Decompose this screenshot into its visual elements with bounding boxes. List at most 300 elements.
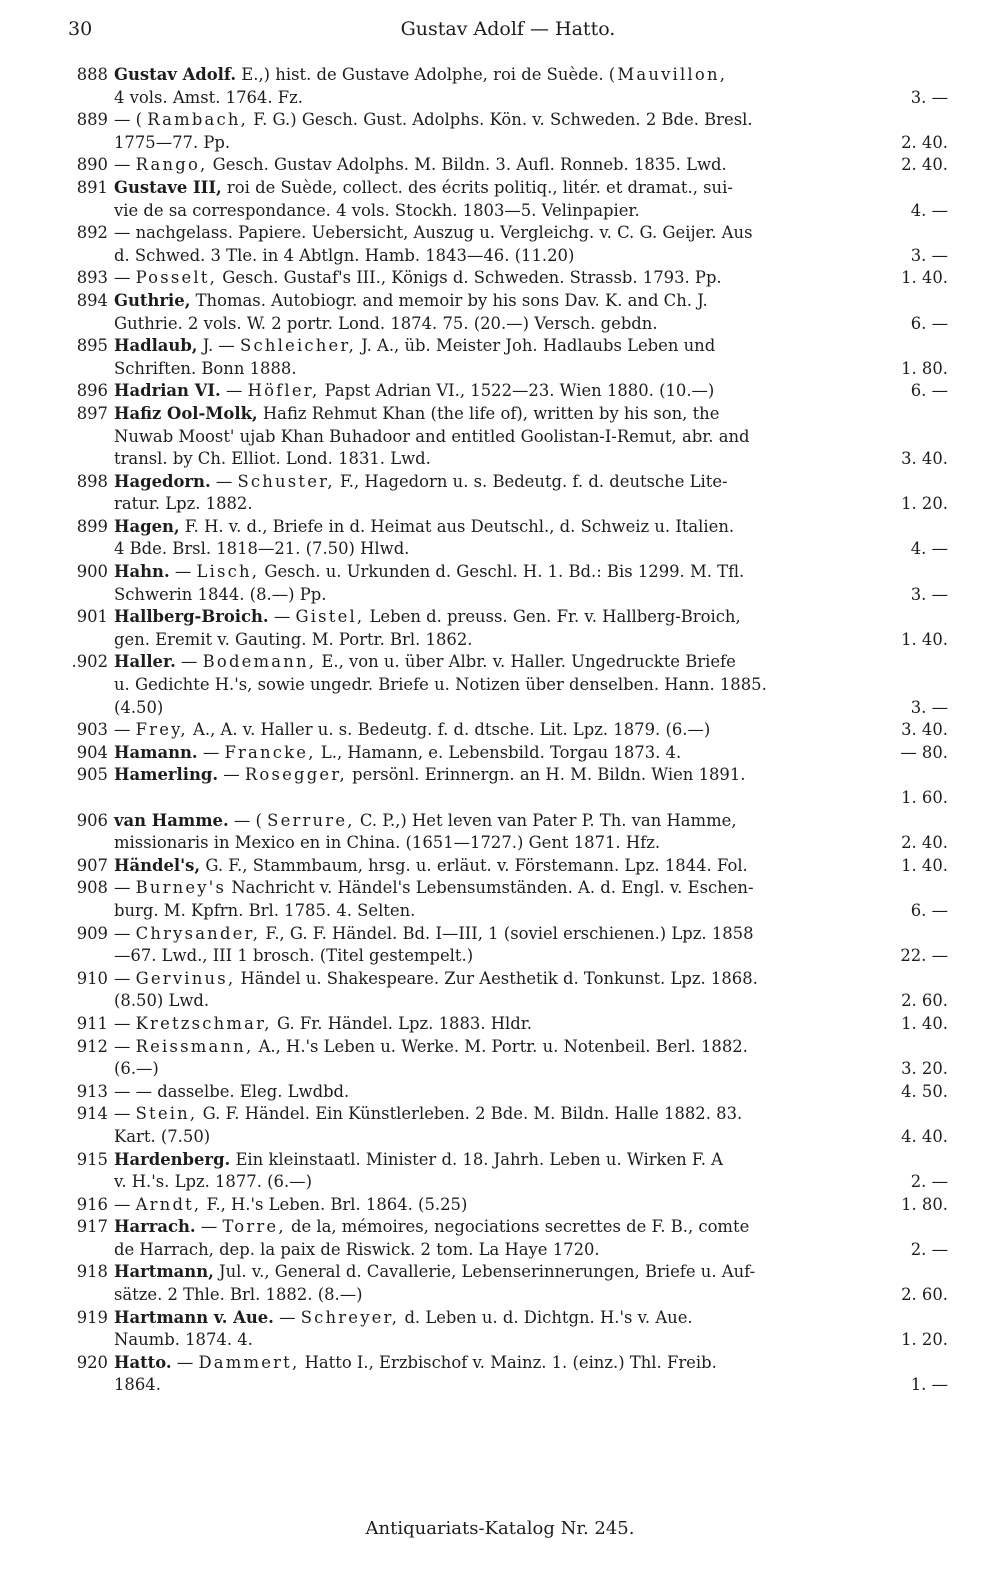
entry-text (114, 358, 297, 381)
entry-description: — (181, 652, 198, 672)
catalog-entry (58, 764, 948, 809)
entry-description: —67. Lwd., III 1 brosch. (Titel gestempelt.) (114, 946, 474, 966)
catalog-entry (58, 877, 948, 922)
entry-author: Schreyer, (300, 1307, 400, 1327)
entry-author: Rosegger, (244, 765, 347, 785)
entry-description-cont: A., H.'s Leben u. Werke. M. Portr. u. Notenbeil. Berl. 1882. (258, 1036, 748, 1056)
entry-price: 2. 40. (901, 132, 948, 152)
entry-author: Stein, (135, 1104, 198, 1124)
catalog-entry (58, 923, 948, 968)
entry-description: missionaris in Mexico en in China. (1651—1727.) Gent 1871. Hfz. (114, 833, 661, 853)
entry-text (114, 493, 253, 516)
catalog-entry (58, 380, 948, 403)
entry-price: 22. — (900, 946, 948, 966)
entry-text (114, 697, 163, 720)
entry-line (114, 64, 948, 87)
entry-line (114, 1103, 948, 1126)
entry-author: Rambach, (147, 110, 249, 130)
entry-line (114, 1058, 948, 1081)
page-footer: Antiquariats-Katalog Nr. 245. (365, 1518, 635, 1539)
entry-keyword: Hafiz Ool-Molk, (114, 403, 258, 423)
entry-price: 4. — (910, 200, 948, 220)
entry-line (114, 87, 948, 110)
entry-description: Nuwab Moost' ujab Khan Buhadoor and entitled Goolistan-I-Remut, abr. and (114, 426, 750, 446)
entry-price: 3. — (910, 245, 948, 265)
entry-text (114, 1149, 723, 1172)
entry-author: Schleicher, (240, 336, 357, 356)
entry-line (114, 1374, 948, 1397)
entry-keyword: Hartmann, (114, 1262, 214, 1282)
entry-keyword: Hallberg-Broich. (114, 607, 269, 627)
entry-line (114, 1126, 948, 1149)
running-head: Gustav Adolf — Hatto. (400, 18, 616, 40)
entry-line (114, 267, 948, 290)
entry-description: — nachgelass. Papiere. Uebersicht, Auszug u. Vergleichg. v. C. G. Geijer. Aus (114, 223, 753, 243)
entry-number: 913 (76, 1081, 108, 1101)
entry-price: 1. — (910, 1375, 948, 1395)
catalog-entry (58, 222, 948, 267)
entry-text (114, 810, 737, 833)
entry-author: Francke, (224, 742, 316, 762)
entry-number: 917 (76, 1217, 108, 1237)
entry-description: — (174, 562, 192, 582)
catalog-entry (58, 471, 948, 516)
entry-description: — (114, 268, 131, 288)
entry-text (114, 87, 303, 110)
entry-description-cont: F. G.) Gesch. Gust. Adolphs. Kön. v. Schweden. 2 Bde. Bresl. (253, 110, 753, 130)
entry-line (114, 516, 948, 539)
entry-author: Chrysander, (135, 923, 261, 943)
entry-description: — (114, 968, 131, 988)
entry-text (114, 968, 758, 991)
entry-description-cont: J. A., üb. Meister Joh. Hadlaubs Leben und (361, 336, 716, 356)
entry-line (114, 787, 948, 810)
catalog-entry (58, 968, 948, 1013)
entry-author: Rango, (135, 155, 208, 175)
entry-author: Reissmann, (135, 1036, 254, 1056)
entry-line (114, 200, 948, 223)
entry-text (114, 380, 714, 403)
catalog-entry (58, 516, 948, 561)
catalog-entry (58, 403, 948, 471)
entry-text (114, 1081, 349, 1104)
entry-description: — ( (233, 810, 262, 830)
entry-description: — (200, 1217, 218, 1237)
entry-text (114, 313, 658, 336)
catalog-entry (58, 1307, 948, 1352)
entry-description: 1864. (114, 1375, 161, 1395)
entry-line (114, 584, 948, 607)
entry-description-cont: Gesch. Gustaf's III., Königs d. Schweden. Strassb. 1793. Pp. (222, 268, 722, 288)
entry-text (114, 764, 746, 787)
entry-text (114, 426, 750, 449)
catalog-entry (58, 290, 948, 335)
entry-price: 6. — (910, 381, 948, 401)
entry-number: 914 (76, 1104, 108, 1124)
entry-price: 1. 60. (901, 788, 948, 807)
catalog-entry (58, 810, 948, 855)
entry-keyword: Gustav Adolf. (114, 65, 237, 84)
entry-description-cont: G. F. Händel. Ein Künstlerleben. 2 Bde. M. Bildn. Halle 1882. 83. (202, 1104, 743, 1124)
entry-line (114, 561, 948, 584)
entry-description: — (176, 1352, 194, 1372)
entry-description: 4 Bde. Brsl. 1818—21. (7.50) Hlwd. (114, 539, 410, 559)
entry-author: Bodemann, (202, 652, 317, 672)
entry-author: Gervinus, (135, 968, 236, 988)
catalog-entry (58, 719, 948, 742)
entry-line (114, 1036, 948, 1059)
entry-line (114, 358, 948, 381)
entry-price: 3. — (910, 697, 948, 717)
entry-text (114, 606, 741, 629)
entry-price: 4. 50. (901, 1081, 948, 1101)
entry-author: Frey, (135, 720, 188, 740)
entry-price: 1. 20. (901, 1330, 948, 1350)
entry-keyword: Händel's, (114, 855, 201, 875)
entry-text (114, 471, 728, 494)
entry-author: Schuster, (237, 471, 335, 491)
entry-text (114, 719, 710, 742)
entry-description-cont: Papst Adrian VI., 1522—23. Wien 1880. (10.—) (324, 381, 715, 401)
catalog-entry (58, 606, 948, 651)
entry-description: — (202, 742, 220, 762)
catalog-entry (58, 561, 948, 606)
entry-description: — ( (114, 110, 142, 130)
entry-description: (8.50) Lwd. (114, 991, 210, 1011)
entry-text (114, 1194, 467, 1217)
entry-text (114, 154, 727, 177)
entry-keyword: Haller. (114, 652, 176, 672)
entry-price: 3. 40. (901, 720, 948, 740)
entry-description: Thomas. Autobiogr. and memoir by his sons Dav. K. and Ch. J. (195, 290, 708, 310)
entry-description: — (114, 878, 131, 898)
entry-description: Jul. v., General d. Cavallerie, Lebenserinnerungen, Briefe u. Auf- (219, 1262, 756, 1282)
entry-line (114, 1194, 948, 1217)
entry-number: 915 (76, 1149, 108, 1169)
catalog-entry (58, 1352, 948, 1397)
entry-text (114, 448, 431, 471)
entry-description-cont: A., A. v. Haller u. s. Bedeutg. f. d. dtsche. Lit. Lpz. 1879. (6.—) (193, 720, 711, 740)
entry-description: — (215, 471, 233, 491)
entry-line (114, 832, 948, 855)
catalog-entry (58, 177, 948, 222)
entry-line (114, 945, 948, 968)
entry-keyword: Hamerling. (114, 765, 219, 785)
entry-number: .902 (71, 652, 108, 672)
entry-keyword: Hardenberg. (114, 1149, 231, 1169)
entry-number: 900 (76, 562, 108, 582)
catalog-entry (58, 267, 948, 290)
entry-text (114, 538, 409, 561)
entry-keyword: Hadlaub, (114, 336, 198, 356)
entry-description: transl. by Ch. Elliot. Lond. 1831. Lwd. (114, 449, 431, 469)
entry-number: 910 (76, 968, 108, 988)
entry-price: 4. — (910, 539, 948, 559)
entry-text (114, 584, 326, 607)
entry-text (114, 1284, 363, 1307)
catalog-entry (58, 1194, 948, 1217)
entry-price: — 80. (900, 742, 948, 762)
catalog-entry (58, 335, 948, 380)
entry-description: Naumb. 1874. 4. (114, 1330, 253, 1350)
entry-text (114, 1329, 253, 1352)
entry-number: 903 (76, 720, 108, 740)
entry-number: 905 (76, 765, 108, 785)
entry-number: 898 (76, 471, 108, 491)
entry-description-cont: G. Fr. Händel. Lpz. 1883. Hldr. (276, 1013, 533, 1033)
entry-line (114, 1171, 948, 1194)
entry-price: 1. 80. (901, 1194, 948, 1214)
entry-line (114, 697, 948, 720)
entry-keyword: Guthrie, (114, 290, 191, 310)
entry-text (114, 267, 722, 290)
entry-number: 899 (76, 516, 108, 536)
entry-line (114, 245, 948, 268)
entry-description-cont: Nachricht v. Händel's Lebensumständen. A. d. Engl. v. Eschen- (231, 878, 754, 898)
entry-number: 890 (76, 155, 108, 175)
entry-number: 892 (76, 223, 108, 243)
entry-price: 1. 40. (901, 855, 948, 875)
entry-text (114, 1216, 749, 1239)
entry-author: Posselt, (135, 268, 218, 288)
entry-text (114, 1126, 210, 1149)
entry-description: — (114, 923, 131, 943)
entry-description: 4 vols. Amst. 1764. Fz. (114, 87, 303, 107)
entry-description-cont: L., Hamann, e. Lebensbild. Torgau 1873. 4. (320, 742, 682, 762)
entry-keyword: Hagedorn. (114, 471, 211, 491)
entry-description: (4.50) (114, 697, 164, 717)
entry-number: 907 (76, 855, 108, 875)
entry-text (114, 923, 754, 946)
entry-price: 1. 40. (901, 268, 948, 288)
entry-description: — (223, 765, 240, 785)
entry-description: — (114, 1194, 131, 1214)
entry-line (114, 1081, 948, 1104)
entry-line (114, 877, 948, 900)
entry-text (114, 132, 230, 155)
entry-description-cont: F., H.'s Leben. Brl. 1864. (5.25) (206, 1194, 468, 1214)
entry-description: — (279, 1307, 296, 1327)
entry-line (114, 177, 948, 200)
entry-text (114, 290, 708, 313)
entry-line (114, 810, 948, 833)
entry-price: 3. — (910, 87, 948, 107)
entry-line (114, 990, 948, 1013)
entry-line (114, 1013, 948, 1036)
entry-number: 888 (76, 65, 108, 84)
entry-author: Burney's (135, 878, 227, 898)
entry-text (114, 177, 733, 200)
catalog-entry (58, 1216, 948, 1261)
entry-description: vie de sa correspondance. 4 vols. Stockh. 1803—5. Velinpapier. (114, 200, 640, 220)
catalog-entry (58, 742, 948, 765)
catalog-entry-list (58, 64, 948, 1397)
entry-description-cont: Leben d. preuss. Gen. Fr. v. Hallberg-Broich, (369, 607, 741, 627)
entry-line (114, 471, 948, 494)
entry-description: — (114, 1013, 131, 1033)
entry-number: 904 (76, 742, 108, 762)
entry-line (114, 222, 948, 245)
entry-text (114, 900, 415, 923)
entry-description-cont: persönl. Erinnergn. an H. M. Bildn. Wien 1891. (352, 765, 746, 785)
entry-author: Dammert, (198, 1352, 300, 1372)
entry-line (114, 426, 948, 449)
entry-description: u. Gedichte H.'s, sowie ungedr. Briefe u. Notizen über denselben. Hann. 1885. (114, 675, 767, 695)
entry-description: — (114, 720, 131, 740)
entry-line (114, 1329, 948, 1352)
entry-number: 906 (76, 810, 108, 830)
entry-keyword: Gustave III, (114, 177, 222, 197)
entry-description: sätze. 2 Thle. Brl. 1882. (8.—) (114, 1285, 363, 1305)
entry-number: 889 (76, 110, 108, 130)
entry-author: Arndt, (135, 1194, 202, 1214)
entry-line (114, 719, 948, 742)
catalog-entry (58, 1081, 948, 1104)
catalog-entry (58, 651, 948, 719)
entry-number: 911 (76, 1013, 108, 1033)
entry-line (114, 1239, 948, 1262)
entry-price: 4. 40. (901, 1126, 948, 1146)
page-header (68, 18, 948, 48)
entry-line (114, 923, 948, 946)
entry-keyword: van Hamme. (114, 810, 229, 830)
entry-line (114, 629, 948, 652)
entry-text (114, 674, 767, 697)
entry-description-cont: F., G. F. Händel. Bd. I—III, 1 (soviel erschienen.) Lpz. 1858 (265, 923, 754, 943)
entry-number: 894 (76, 290, 108, 310)
entry-line (114, 900, 948, 923)
entry-description-cont: d. Leben u. d. Dichtgn. H.'s v. Aue. (404, 1307, 693, 1327)
entry-price: 3. 40. (901, 449, 948, 469)
entry-description: — (114, 1104, 131, 1124)
entry-text (114, 516, 734, 539)
entry-description: Guthrie. 2 vols. W. 2 portr. Lond. 1874. 75. (20.—) Versch. gebdn. (114, 313, 658, 333)
entry-description: E.,) hist. de Gustave Adolphe, roi de Suède. (241, 65, 604, 84)
entry-line (114, 403, 948, 426)
entry-text (114, 832, 660, 855)
entry-price: 2. 60. (901, 991, 948, 1011)
entry-text (114, 1036, 748, 1059)
entry-description: G. F., Stammbaum, hrsg. u. erläut. v. Förstemann. Lpz. 1844. Fol. (205, 855, 748, 875)
entry-description: — (114, 1036, 131, 1056)
entry-keyword: Hagen, (114, 516, 180, 536)
entry-description: de Harrach, dep. la paix de Riswick. 2 tom. La Haye 1720. (114, 1239, 600, 1259)
entry-text (114, 335, 715, 358)
entry-description-cont: de la, mémoires, negociations secrettes de F. B., comte (290, 1217, 750, 1237)
entry-number: 920 (76, 1352, 108, 1372)
entry-description-cont: F., Hagedorn u. s. Bedeutg. f. d. deutsche Lite- (339, 471, 728, 491)
entry-description: v. H.'s. Lpz. 1877. (6.—) (114, 1172, 312, 1192)
entry-description: gen. Eremit v. Gauting. M. Portr. Brl. 1862. (114, 629, 473, 649)
entry-line (114, 1216, 948, 1239)
entry-text (114, 629, 472, 652)
entry-text (114, 403, 719, 426)
entry-description: roi de Suède, collect. des écrits politiq., litér. et dramat., sui- (226, 177, 733, 197)
entry-description-cont: E., von u. über Albr. v. Haller. Ungedruckte Briefe (321, 652, 736, 672)
entry-text (114, 1352, 717, 1375)
entry-keyword: Hartmann v. Aue. (114, 1307, 274, 1327)
entry-line (114, 380, 948, 403)
entry-number: 901 (76, 607, 108, 627)
catalog-entry (58, 1013, 948, 1036)
entry-text (114, 1013, 532, 1036)
entry-line (114, 132, 948, 155)
page-number: 30 (68, 18, 93, 40)
entry-author: Gistel, (295, 607, 365, 627)
entry-line (114, 855, 948, 878)
entry-price: 1. 40. (901, 1013, 948, 1033)
entry-description: d. Schwed. 3 Tle. in 4 Abtlgn. Hamb. 1843—46. (11.20) (114, 245, 575, 265)
catalog-entry (58, 64, 948, 109)
entry-author: Serrure, (267, 810, 355, 830)
entry-line (114, 109, 948, 132)
entry-number: 918 (76, 1262, 108, 1282)
entry-description-cont: Gesch. u. Urkunden d. Geschl. H. 1. Bd.: Bis 1299. M. Tfl. (264, 562, 745, 582)
entry-description-cont: Hatto I., Erzbischof v. Mainz. 1. (einz.) Thl. Freib. (304, 1352, 717, 1372)
entry-price: 1. 80. (901, 358, 948, 378)
entry-number: 916 (76, 1194, 108, 1214)
entry-description: Schriften. Bonn 1888. (114, 358, 297, 378)
entry-price: 2. — (910, 1172, 948, 1192)
entry-text (114, 1307, 693, 1330)
entry-keyword: Hamann. (114, 742, 198, 762)
catalog-entry (58, 1149, 948, 1194)
catalog-entry (58, 1103, 948, 1148)
entry-text (114, 64, 727, 87)
entry-keyword: Hatto. (114, 1352, 172, 1372)
entry-description-cont: C. P.,) Het leven van Pater P. Th. van Hamme, (359, 810, 737, 830)
entry-author: Höfler, (247, 381, 320, 401)
entry-text (114, 877, 754, 900)
catalog-entry (58, 1261, 948, 1306)
entry-line (114, 1352, 948, 1375)
entry-text (114, 245, 574, 268)
entry-description-cont: Gesch. Gustav Adolphs. M. Bildn. 3. Aufl. Ronneb. 1835. Lwd. (212, 155, 727, 175)
entry-line (114, 1307, 948, 1330)
entry-description: Schwerin 1844. (8.—) Pp. (114, 584, 327, 604)
entry-price: 2. 40. (901, 833, 948, 853)
entry-keyword: Hahn. (114, 562, 170, 582)
entry-line (114, 313, 948, 336)
entry-author: Torre, (222, 1217, 286, 1237)
entry-text (114, 945, 473, 968)
catalog-entry (58, 109, 948, 154)
entry-number: 909 (76, 923, 108, 943)
catalog-entry (58, 154, 948, 177)
entry-description: — (114, 155, 131, 175)
entry-keyword: Hadrian VI. (114, 381, 221, 401)
entry-text (114, 1239, 600, 1262)
entry-number: 897 (76, 403, 108, 423)
entry-number: 891 (76, 177, 108, 197)
entry-description: ratur. Lpz. 1882. (114, 494, 253, 514)
entry-text (114, 855, 748, 878)
entry-description: 1775—77. Pp. (114, 132, 231, 152)
entry-description: (6.—) (114, 1059, 159, 1079)
entry-number: 896 (76, 381, 108, 401)
entry-line (114, 493, 948, 516)
entry-text (114, 742, 681, 765)
entry-description: — — dasselbe. Eleg. Lwdbd. (114, 1081, 350, 1101)
entry-line (114, 1149, 948, 1172)
entry-text (114, 1261, 755, 1284)
entry-line (114, 1261, 948, 1284)
entry-line (114, 538, 948, 561)
entry-price: 2. 40. (901, 155, 948, 175)
entry-line (114, 290, 948, 313)
entry-line (114, 742, 948, 765)
entry-text (114, 200, 640, 223)
